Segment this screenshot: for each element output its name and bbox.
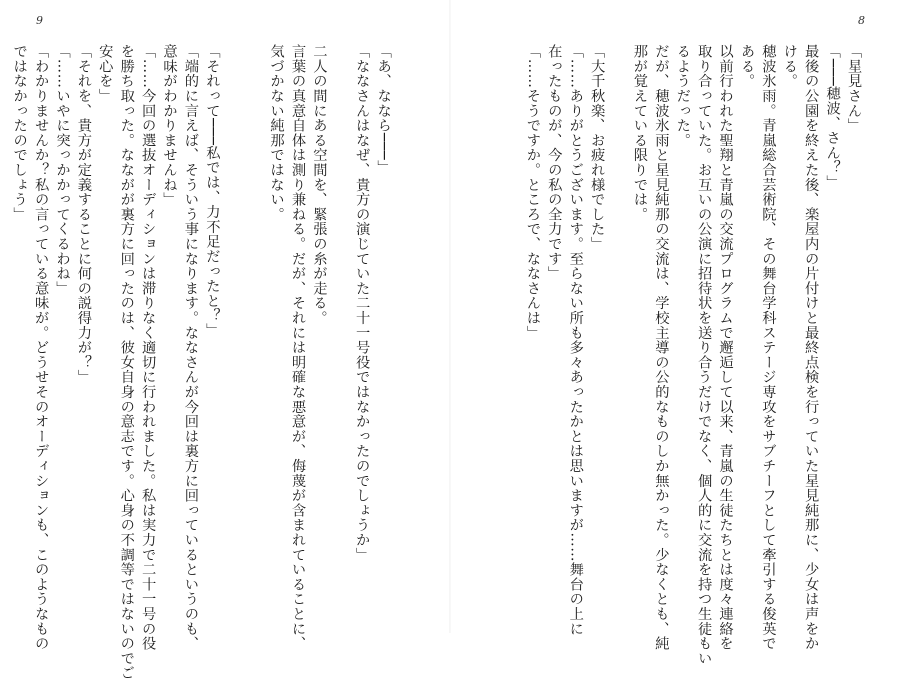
blank-line (244, 44, 265, 600)
blank-line (607, 44, 628, 600)
text-line: 「……今回の選抜オーディションは滞りなく適切に行われました。私は実力で二十一号の役 (140, 44, 157, 651)
text-line: 在ったものが、今の私の全力です」 (546, 44, 563, 281)
text-line: 「わかりませんか？私の言っている意味が。どうせそのオーディションも、このようなもの (33, 44, 50, 651)
text-line: 取り合っていた。お互いの公演に招待状を送り合うだけでなく、個人的に交流を持つ生徒もい (696, 44, 713, 666)
text-line: 「……いやに突っかかってくるわね」 (54, 44, 71, 296)
text-line: 「あ、ななら───」 (375, 44, 392, 175)
text-line: 「───穂波、さん？」 (824, 44, 841, 190)
text-line: るようだった。 (674, 44, 691, 148)
text-line: ではなかったのでしょう」 (11, 44, 28, 222)
text-line: ある。 (738, 44, 755, 89)
text-line: 最後の公園を終えた後、楽屋内の片付けと最終点検を行っていた星見純那に、少女は声をか (803, 44, 820, 651)
text-line: 「大千秋楽、お疲れ様でした」 (589, 44, 606, 252)
text-line: 二人の間にある空間を、緊張の糸が走る。 (311, 44, 328, 326)
blank-line (329, 44, 350, 600)
text-line: だが、穂波氷雨と星見純那の交流は、学校主導の公的なものしか無かった。少なくとも、純 (653, 44, 670, 651)
text-line: 「星見さん」 (846, 44, 862, 133)
blank-line (222, 44, 243, 600)
right-page-number: 8 (858, 14, 865, 27)
text-line: 「……そうですか。ところで、ななさんは」 (524, 44, 541, 340)
text-line: 意味がわかりませんね」 (161, 44, 178, 207)
text-line: 言葉の真意自体は測り兼ねる。だが、それには明確な悪意が、侮蔑が含まれていることに、 (289, 44, 306, 651)
text-line: 「それを、貴方が定義することに何の説得力が？」 (75, 44, 92, 385)
text-line: 「ななさんはなぜ、貴方の演じていた二十一号役ではなかったのでしょうか」 (354, 44, 371, 562)
text-line: 「それって───私では、力不足だったと？」 (204, 44, 221, 338)
text-line: 穂波氷雨。青嵐総合芸術院、その舞台学科ステージ専攻をサブチーフとして牽引する俊英で (760, 44, 777, 651)
left-page-number: 9 (36, 14, 43, 27)
text-line: 「……ありがとうございます。至らない所も多々あったかとは思いますが……舞台の上に (567, 44, 584, 636)
text-line: 那が覚えている限りでは。 (631, 44, 648, 222)
right-page-text (446, 44, 864, 666)
text-line: を勝ち取った。なながが裏方に回ったのは、彼女自身の意志です。心身の不調等ではないのでご (118, 44, 135, 680)
text-line: 以前行われた聖翔と青嵐の交流プログラムで邂逅して以来、青嵐の生徒たちとは度々連絡を (717, 44, 734, 651)
left-page-text (11, 44, 415, 680)
text-line: ける。 (781, 44, 798, 89)
text-line: 気づかない純那ではない。 (268, 44, 285, 222)
text-line: 「端的に言えば、そういう事になります。ななさんが今回は裏方に回っているというのも、 (182, 44, 199, 651)
blank-line (394, 44, 415, 600)
text-line: 安心を」 (97, 44, 114, 104)
